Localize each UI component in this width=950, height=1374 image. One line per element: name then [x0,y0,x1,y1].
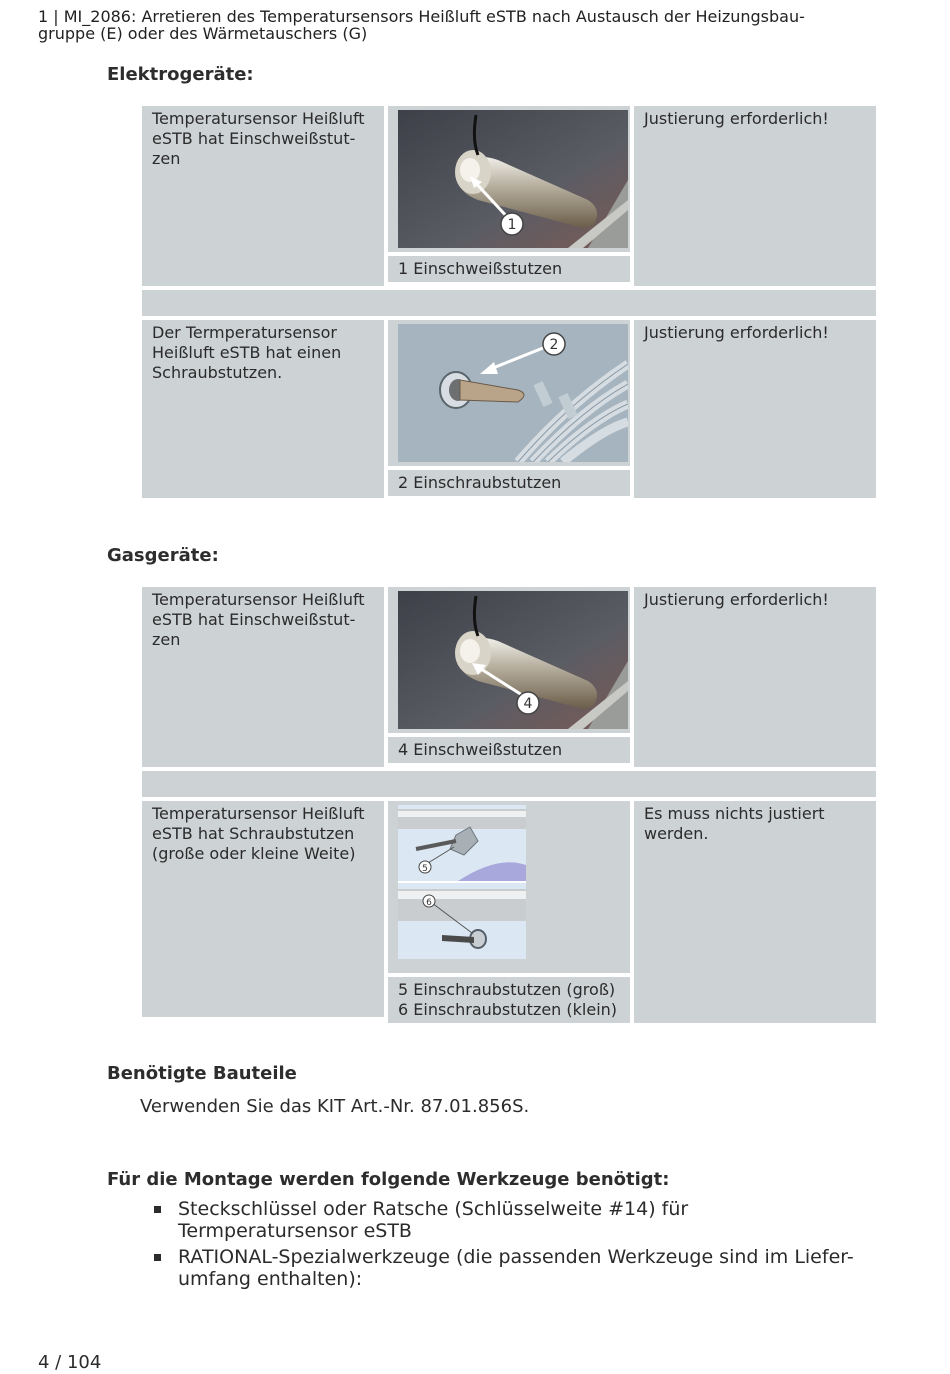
table-gas [142,587,876,1023]
image-cell [388,587,630,767]
row-note: Justierung erforderlich! [634,587,876,767]
diagram-screw-sockets [388,801,630,973]
row-description: Der Termperatursensor Heißluft eSTB hat einen Schraubstutzen. [142,320,384,498]
image-caption: 2 Einschraubstutzen [388,470,630,496]
marker-label: 2 [549,337,559,353]
diagram-screw-socket [388,320,630,466]
image-cell [388,320,630,498]
bullet-icon [154,1254,161,1261]
image-caption [388,977,630,1023]
photo-weld-socket [388,587,630,733]
row-spacer [142,771,876,797]
row-note: Justierung erforderlich! [634,320,876,498]
marker-label: 4 [523,696,533,712]
table-electric [142,106,876,498]
section-title-parts: Benötigte Bauteile [107,1063,297,1084]
marker-label: 5 [422,864,428,874]
row-description: Temperatursensor Heißluft eSTB hat Einschweißstut-zen [142,587,384,767]
list-item-text: Steckschlüssel oder Ratsche (Schlüsselweite #14) für Termperatursensor eSTB [178,1198,689,1242]
page-number: 4 / 104 [38,1352,102,1373]
row-description: Temperatursensor Heißluft eSTB hat Einschweißstut-zen [142,106,384,286]
bullet-icon [154,1206,161,1213]
section-title-gas: Gasgeräte: [107,545,219,566]
marker-label: 6 [426,898,432,908]
photo-weld-socket [388,106,630,252]
marker-label: 1 [507,217,517,233]
image-caption: 4 Einschweißstutzen [388,737,630,763]
image-caption: 1 Einschweißstutzen [388,256,630,282]
list-item-text: RATIONAL-Spezialwerkzeuge (die passenden Werkzeuge sind im Liefer-umfang enthalten): [178,1246,854,1290]
row-note: Justierung erforderlich! [634,106,876,286]
list-item [140,1198,870,1242]
caption-line-large: 5 Einschraubstutzen (groß) [398,980,616,999]
list-item [140,1246,870,1290]
caption-line-small: 6 Einschraubstutzen (klein) [398,1000,618,1019]
parts-text: Verwenden Sie das KIT Art.-Nr. 87.01.856S. [140,1096,530,1117]
row-description: Temperatursensor Heißluft eSTB hat Schraubstutzen (große oder kleine Weite) [142,801,384,1017]
page-header: 1 | MI_2086: Arretieren des Temperatursensors Heißluft eSTB nach Austausch der Heizungsbau-gruppe (E) oder des Wärmetauschers (G) [38,7,805,43]
tools-list [140,1198,870,1294]
image-cell [388,801,630,1023]
row-note: Es muss nichts justiert werden. [634,801,876,1023]
section-title-tools: Für die Montage werden folgende Werkzeuge benötigt: [107,1169,670,1190]
section-title-electric: Elektrogeräte: [107,64,254,85]
row-spacer [142,290,876,316]
image-cell [388,106,630,286]
